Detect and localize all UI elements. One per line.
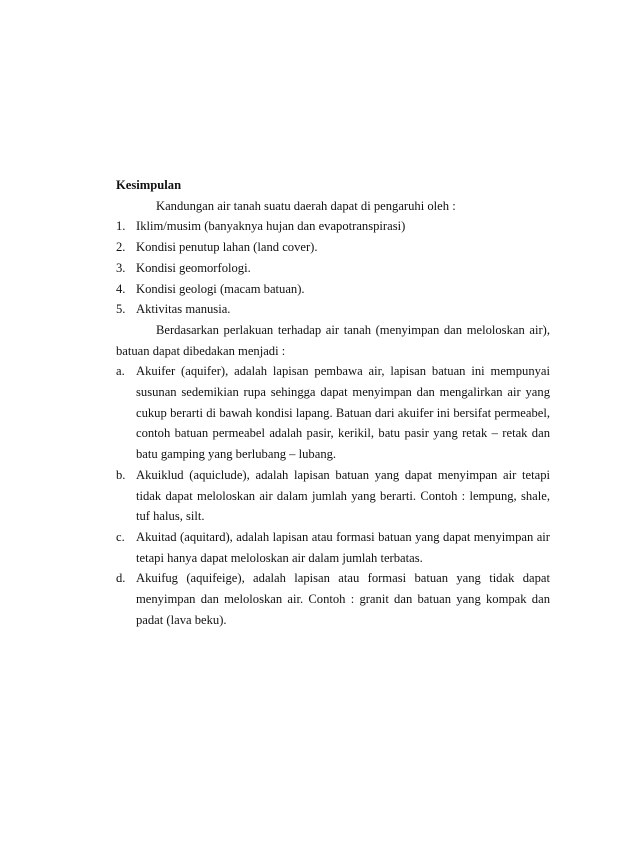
- list-number: 5.: [116, 302, 126, 317]
- list-item: [116, 279, 550, 300]
- list-item-text: Kondisi geologi (macam batuan).: [136, 281, 305, 296]
- item-marker: a.: [116, 364, 125, 379]
- list-number: 1.: [116, 219, 126, 234]
- item-line: menyimpan dan meloloskan air. Contoh : granit dan batuan yang kompak dan: [136, 592, 550, 607]
- item-marker: d.: [116, 571, 126, 586]
- list-item: [116, 299, 550, 320]
- item-line: padat (lava beku).: [136, 612, 227, 627]
- list-number: 2.: [116, 240, 126, 255]
- intro-text: Kandungan air tanah suatu daerah dapat di pengaruhi oleh :: [156, 198, 456, 213]
- item-line: Akuifug (aquifeige), adalah lapisan atau formasi batuan yang tidak dapat: [136, 571, 550, 586]
- item-line: Akuitad (aquitard), adalah lapisan atau formasi batuan yang dapat menyimpan air: [136, 529, 550, 544]
- item-marker: c.: [116, 529, 125, 544]
- section-heading: Kesimpulan: [116, 178, 182, 192]
- item-line: tetapi hanya dapat meloloskan air dalam jumlah terbatas.: [136, 550, 423, 565]
- item-line: Akuifer (aquifer), adalah lapisan pembawa air, lapisan batuan ini mempunyai: [136, 364, 550, 379]
- item-line: Akuiklud (aquiclude), adalah lapisan batuan yang dapat menyimpan air tetapi: [136, 467, 550, 482]
- list-item-text: Iklim/musim (banyaknya hujan dan evapotranspirasi): [136, 219, 406, 234]
- item-marker: b.: [116, 467, 126, 482]
- list-number: 4.: [116, 281, 126, 296]
- paragraph-line: batuan dapat dibedakan menjadi :: [116, 343, 286, 358]
- item-line: susunan sedemikian rupa sehingga dapat menyimpan dan mengalirkan air yang: [136, 385, 550, 400]
- lettered-item: [116, 527, 550, 568]
- item-line: contoh batuan permeabel adalah pasir, kerikil, batu pasir yang retak – retak dan: [136, 426, 550, 441]
- lettered-item: [116, 361, 550, 465]
- list-item: [116, 258, 550, 279]
- list-item-text: Kondisi geomorfologi.: [136, 260, 251, 275]
- lettered-list: [116, 361, 550, 630]
- numbered-list: [116, 216, 550, 320]
- document-body: [116, 175, 550, 630]
- list-item-text: Kondisi penutup lahan (land cover).: [136, 240, 318, 255]
- item-line: cukup berarti di bawah kondisi lapang. Batuan dari akuifer ini bersifat permeabel,: [136, 405, 550, 420]
- list-item: [116, 216, 550, 237]
- item-line: batu gamping yang berlubang – lubang.: [136, 447, 337, 462]
- paragraph-line: Berdasarkan perlakuan terhadap air tanah (menyimpan dan meloloskan air),: [156, 322, 550, 337]
- item-line: tuf halus, silt.: [136, 509, 205, 524]
- lettered-item: [116, 465, 550, 527]
- list-item: [116, 237, 550, 258]
- item-line: tidak dapat meloloskan air dalam jumlah yang berarti. Contoh : lempung, shale,: [136, 488, 550, 503]
- lettered-item: [116, 568, 550, 630]
- list-item-text: Aktivitas manusia.: [136, 302, 231, 317]
- list-number: 3.: [116, 260, 126, 275]
